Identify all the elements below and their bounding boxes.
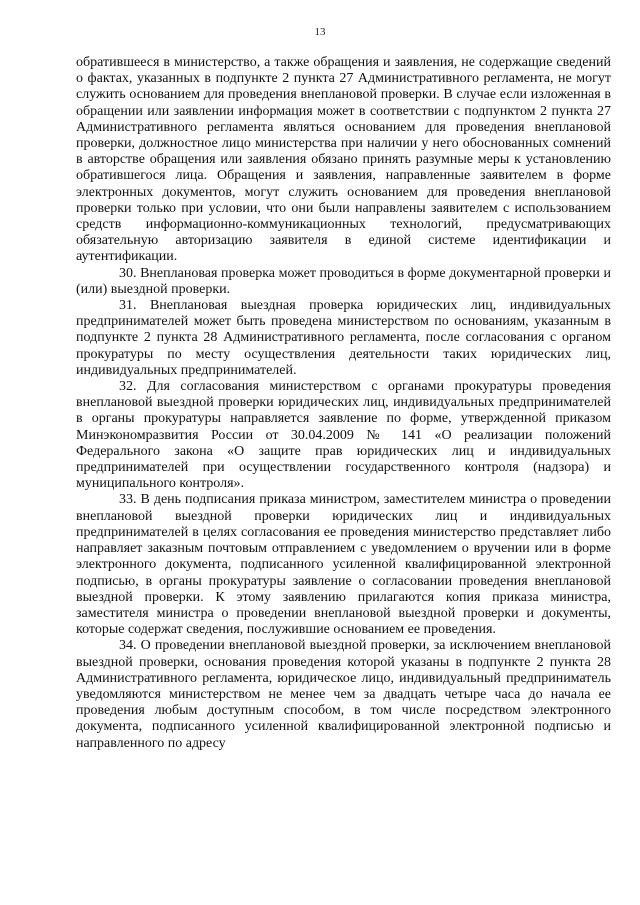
paragraph-item-34: 34. О проведении внеплановой выездной проверки, за исключением внеплановой выездной проверки, основания проведения которой указаны в подпункте 2 пункта 28 Административного регламента, юридическое лицо, индивидуальный предприниматель уведомляются министерством не менее чем за двадцать четыре часа до начала ее проведения любым доступным способом, в том числе посредством электронного документа, подписанного усиленной квалифицированной электронной подписью и направленного по адресу — [76, 638, 611, 751]
paragraph-item-31: 31. Внеплановая выездная проверка юридических лиц, индивидуальных предпринимателей может быть проведена министерством по основаниям, указанным в подпункте 2 пункта 28 Административного регламента, после согласования с органом прокуратуры по месту осуществления деятельности таких юридических лиц, индивидуальных предпринимателей. — [76, 298, 611, 378]
document-body — [76, 55, 611, 752]
paragraph-item-30: 30. Внеплановая проверка может проводиться в форме документарной проверки и (или) выездной проверки. — [76, 265, 611, 297]
page-number: 13 — [314, 26, 326, 38]
paragraph-item-32: 32. Для согласования министерством с органами прокуратуры проведения внеплановой выездной проверки юридических лиц, индивидуальных предпринимателей в органы прокуратуры направляется заявление по форме, утвержденной приказом Минэкономразвития России от 30.04.2009 № 141 «О реализации положений Федерального закона «О защите прав юридических лиц и индивидуальных предпринимателей при осуществлении государственного контроля (надзора) и муниципального контроля». — [76, 379, 611, 492]
paragraph-continuation: обратившееся в министерство, а также обращения и заявления, не содержащие сведений о фактах, указанных в подпункте 2 пункта 27 Административного регламента, не могут служить основанием для проведения внеплановой проверки. В случае если изложенная в обращении или заявлении информация может в соответствии с подпунктом 2 пункта 27 Административного регламента являться основанием для проведения внеплановой проверки, должностное лицо министерства при наличии у него обоснованных сомнений в авторстве обращения или заявления обязано принять разумные меры к установлению обратившегося лица. Обращения и заявления, направленные заявителем в форме электронных документов, могут служить основанием для проведения внеплановой проверки только при условии, что они были направлены заявителем с использованием средств информационно-коммуникационных технологий, предусматривающих обязательную авторизацию заявителя в единой системе идентификации и аутентификации. — [76, 55, 611, 265]
paragraph-item-33: 33. В день подписания приказа министром, заместителем министра о проведении внеплановой выездной проверки юридических лиц и индивидуальных предпринимателей в целях согласования ее проведения министерство представляет либо направляет заказным почтовым отправлением с уведомлением о вручении или в форме электронного документа, подписанного усиленной квалифицированной электронной подписью, в органы прокуратуры заявление о согласовании проведения внеплановой выездной проверки. К этому заявлению прилагаются копия приказа министра, заместителя министра о проведении внеплановой выездной проверки и документы, которые содержат сведения, послужившие основанием ее проведения. — [76, 492, 611, 638]
